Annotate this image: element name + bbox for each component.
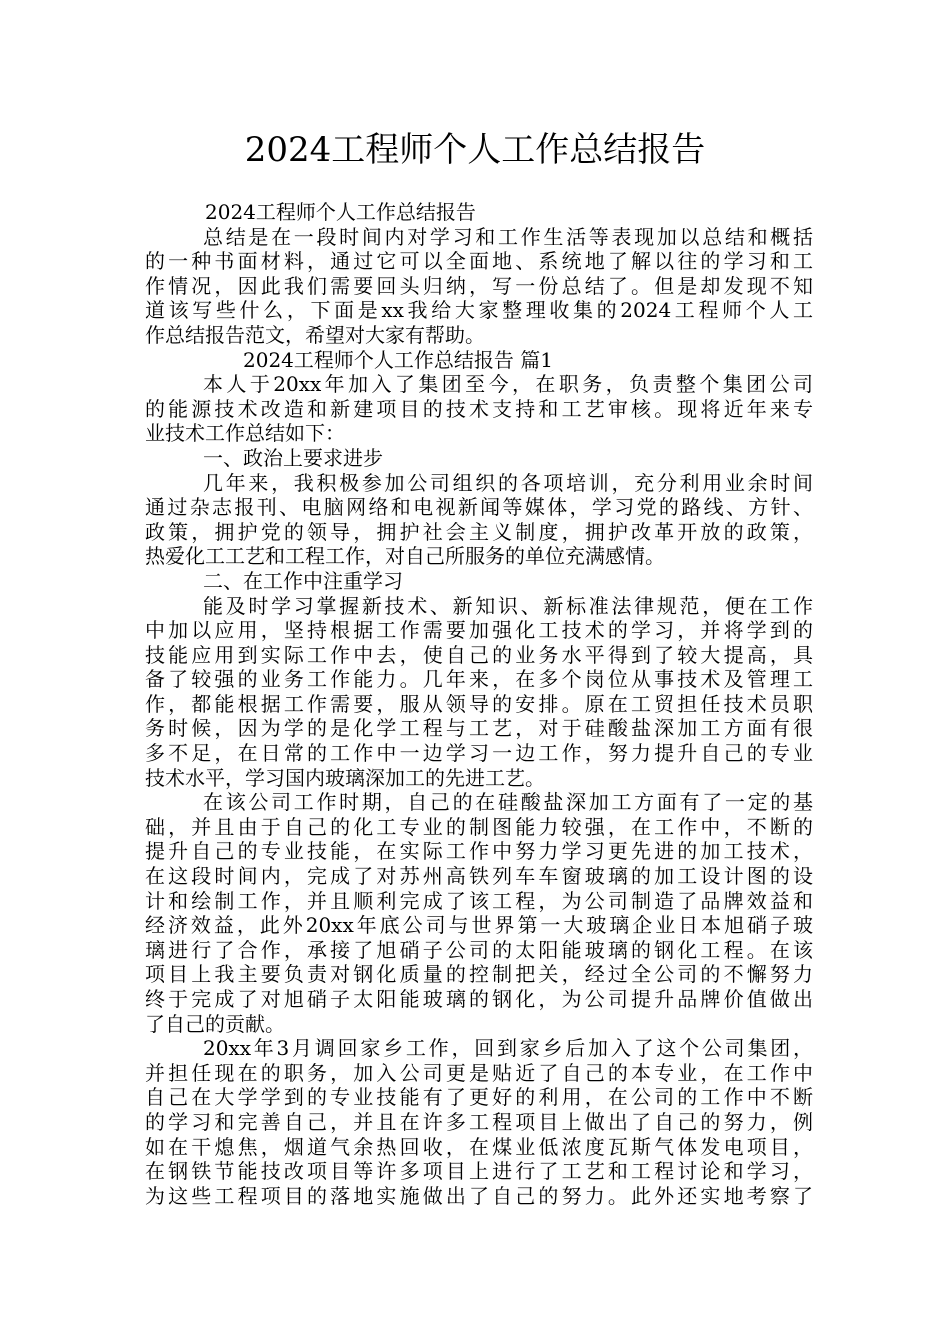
- body-line: 计和绘制工作，并且顺利完成了该工程，为公司制造了品牌效益和: [145, 888, 813, 913]
- body-line: 提升自己的专业技能，在实际工作中努力学习更先进的加工技术，: [145, 839, 813, 864]
- body-line: 热爱化工工艺和工程工作，对自己所服务的单位充满感情。: [145, 544, 665, 569]
- body-line: 了自己的贡献。: [145, 1011, 285, 1036]
- body-line: 多不足，在日常的工作中一边学习一边工作，努力提升自己的专业: [145, 741, 813, 766]
- body-line: 的学习和完善自己，并且在许多工程项目上做出了自己的努力，例: [145, 1109, 813, 1134]
- body-line: 道该写些什么，下面是xx我给大家整理收集的2024工程师个人工: [145, 298, 813, 323]
- body-line: 能及时学习掌握新技术、新知识、新标准法律规范，便在工作: [203, 593, 813, 618]
- body-line: 经济效益，此外20xx年底公司与世界第一大玻璃企业日本旭硝子玻: [145, 913, 813, 938]
- body-line: 在该公司工作时期，自己的在硅酸盐深加工方面有了一定的基: [203, 790, 813, 815]
- section-heading: 二、在工作中注重学习: [203, 568, 403, 593]
- body-line: 务时候，因为学的是化学工程与工艺，对于硅酸盐深加工方面有很: [145, 716, 813, 741]
- document-body: [145, 200, 813, 1208]
- body-line: 自己在大学学到的专业技能有了更好的利用，在公司的工作中不断: [145, 1085, 813, 1110]
- body-line: 业技术工作总结如下：: [145, 421, 345, 446]
- body-line: 作，都能根据工作需要，服从领导的安排。原在工贸担任技术员职: [145, 691, 813, 716]
- body-line: 终于完成了对旭硝子太阳能玻璃的钢化，为公司提升品牌价值做出: [145, 987, 813, 1011]
- section-heading: 一、政治上要求进步: [203, 445, 383, 470]
- document-title: 2024工程师个人工作总结报告: [244, 130, 706, 170]
- body-line: 作总结报告范文，希望对大家有帮助。: [145, 322, 485, 347]
- body-line: 璃进行了合作，承接了旭硝子公司的太阳能玻璃的钢化工程。在该: [145, 937, 813, 962]
- body-line: 在钢铁节能技改项目等许多项目上进行了工艺和工程讨论和学习，: [145, 1159, 813, 1184]
- body-line: 本人于20xx年加入了集团至今，在职务，负责整个集团公司: [203, 372, 813, 397]
- body-line: 总结是在一段时间内对学习和工作生活等表现加以总结和概括: [203, 224, 813, 249]
- body-line: 技术水平，学习国内玻璃深加工的先进工艺。: [145, 765, 545, 790]
- body-line: 几年来，我积极参加公司组织的各项培训，充分利用业余时间: [203, 470, 813, 495]
- body-line: 2024工程师个人工作总结报告: [205, 200, 476, 224]
- body-line: 在这段时间内，完成了对苏州高铁列车车窗玻璃的加工设计图的设: [145, 864, 813, 889]
- body-line: 政策，拥护党的领导，拥护社会主义制度，拥护改革开放的政策，: [145, 519, 813, 544]
- body-line: 技能应用到实际工作中去，使自己的业务水平得到了较大提高，具: [145, 642, 813, 667]
- body-line: 作情况，因此我们需要回头归纳，写一份总结了。但是却发现不知: [145, 273, 813, 298]
- body-line: 为这些工程项目的落地实施做出了自己的努力。此外还实地考察了: [145, 1183, 813, 1208]
- body-line: 的一种书面材料，通过它可以全面地、系统地了解以往的学习和工: [145, 249, 813, 274]
- body-line: 中加以应用，坚持根据工作需要加强化工技术的学习，并将学到的: [145, 618, 813, 643]
- body-line: 项目上我主要负责对钢化质量的控制把关，经过全公司的不懈努力: [145, 962, 813, 987]
- body-line: 的能源技术改造和新建项目的技术支持和工艺审核。现将近年来专: [145, 396, 813, 421]
- body-line: 备了较强的业务工作能力。几年来，在多个岗位从事技术及管理工: [145, 667, 813, 692]
- body-line: 20xx年3月调回家乡工作，回到家乡后加入了这个公司集团，: [203, 1036, 813, 1061]
- section-heading: 2024工程师个人工作总结报告 篇1: [243, 347, 553, 372]
- body-line: 并担任现在的职务，加入公司更是贴近了自己的本专业，在工作中: [145, 1060, 813, 1085]
- body-line: 础，并且由于自己的化工专业的制图能力较强，在工作中，不断的: [145, 814, 813, 839]
- body-line: 如在干熄焦，烟道气余热回收，在煤业低浓度瓦斯气体发电项目，: [145, 1134, 813, 1159]
- body-line: 通过杂志报刊、电脑网络和电视新闻等媒体，学习党的路线、方针、: [145, 495, 813, 520]
